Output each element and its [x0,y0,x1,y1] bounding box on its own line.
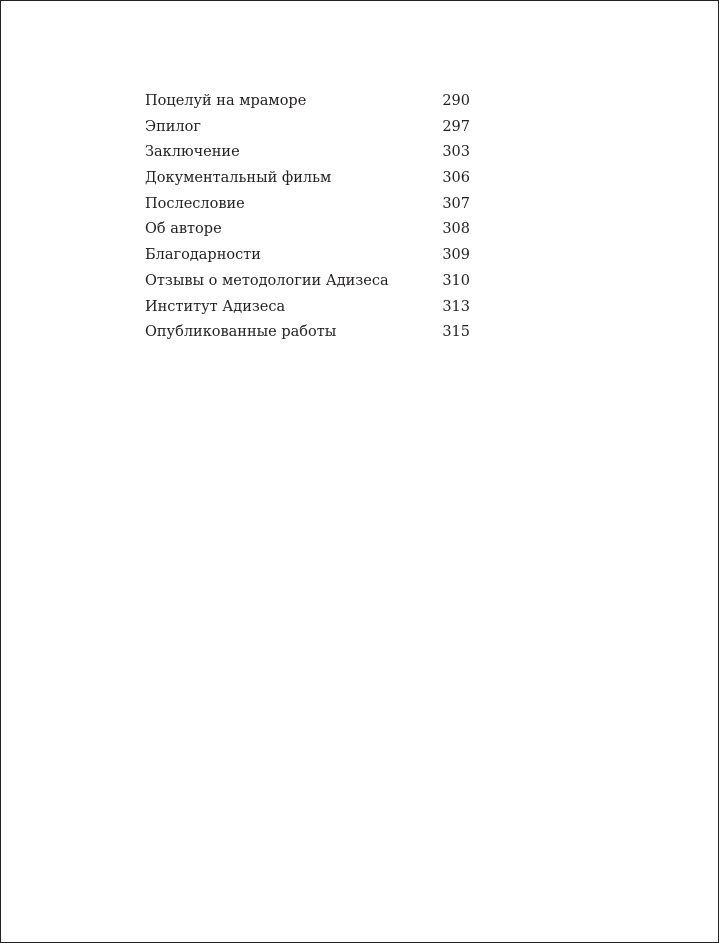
toc-entry-title: Отзывы о методологии Адизеса [145,272,389,289]
toc-entry-page-number: 315 [442,324,470,341]
toc-entry [145,271,470,297]
toc-entry [145,91,470,117]
toc-entry-page-number: 313 [442,298,470,315]
toc-entry-page-number: 290 [442,93,470,109]
toc-entry-title: Эпилог [145,118,201,135]
toc-entry [145,322,470,348]
toc-entry-title: Послесловие [145,195,245,212]
toc-entry [145,219,470,245]
toc-entry-page-number: 308 [442,221,470,238]
toc-entry-title: Институт Адизеса [145,298,286,315]
toc-entry-title: Благодарности [145,247,261,264]
toc-entry-title: Документальный фильм [145,170,332,187]
toc-entry [145,194,470,220]
toc-entry-page-number: 309 [442,247,470,264]
toc-entry-page-number: 297 [442,118,470,135]
toc-entry-title: Заключение [145,144,240,161]
toc-entry-page-number: 303 [442,144,470,161]
toc-entry [145,168,470,194]
toc-entry-page-number: 306 [442,170,470,187]
toc-entry-title: Поцелуй на мраморе [145,93,307,109]
toc-entry [145,297,470,323]
table-of-contents [145,91,470,348]
toc-entry-page-number: 307 [442,195,470,212]
toc-entry [145,245,470,271]
toc-entry [145,117,470,143]
toc-entry-page-number: 310 [442,272,470,289]
toc-entry-title: Опубликованные работы [145,324,337,341]
toc-entry-title: Об авторе [145,221,222,238]
toc-entry [145,142,470,168]
